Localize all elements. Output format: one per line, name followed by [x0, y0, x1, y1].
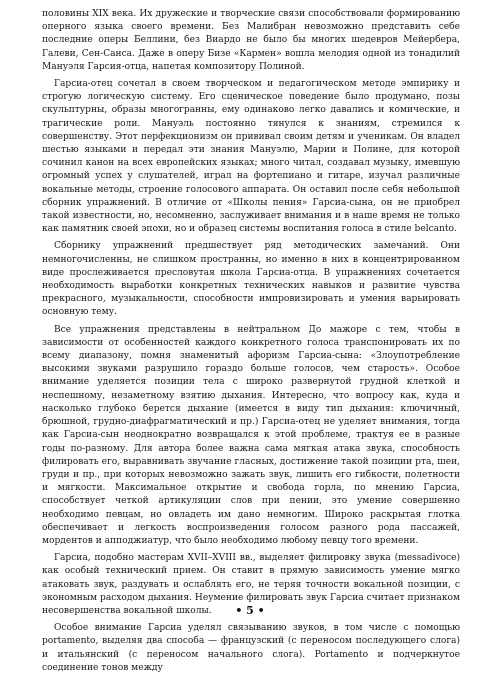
paragraph-5: Гарсиа, подобно мастерам XVII–XVIII вв., выделяет филировку звука (messadivoce) как особый технический прием. Он ставит в прямую зависимость умение мягко атаковать звук, раздувать и ослаблять его, не теряя точности вокальной позиции, с экономным расходом дыхания. Неумение филировать звук Гарсиа считает признаком несовершенства вокальной школы.	[42, 553, 460, 616]
paragraph-1: половины XIX века. Их дружеские и творческие связи способствовали формированию оперного языка своего времени. Без Малибран невозможно представить себе последние оперы Беллини, без Виардо не было бы многих шедевров Мейербера, Галеви, Сен-Санса. Даже в оперу Бизе «Кармен» вошла мелодия одной из тонадилий Мануэля Гарсия-отца, напетая композитору Полиной.	[42, 9, 460, 72]
paragraph-2: Гарсиа-отец сочетал в своем творческом и педагогическом методе эмпирику и строгую логическую систему. Его сценическое поведение было продумано, позы скульптурны, образы многогранны, ему одинаково легко давались и комические, и трагические роли. Мануэль постоянно тянулся к знаниям, стремился к совершенству. Этот перфекционизм он прививал своим детям и ученикам. Он владел шестью языками и передал эти знания Мануэлю, Марии и Полине, для которой сочинил канон на всех европейских языках; много читал, создавал музыку, имевшую огромный успех у слушателей, играл на фортепиано и гитаре, изучал различные вокальные методы, строение голосового аппарата. Он оставил после себя небольшой сборник упражнений. В отличие от «Школы пения» Гарсиа-сына, он не приобрел такой известности, но, несомненно, заслуживает внимания и в наше время не только как памятник своей эпохи, но и образец системы воспитания голоса в стиле belcanto.	[42, 79, 460, 235]
paragraph-3: Сборнику упражнений предшествует ряд методических замечаний. Они немногочисленны, не слишком пространны, но именно в них в концентрированном виде прослеживается пресловутая школа Гарсиа-отца. В упражнениях сочетается необходимость выработки конкретных технических навыков и развитие чувства прекрасного, музыкальности, способности импровизировать и умения варьировать основную тему.	[42, 241, 460, 318]
paragraph-6: Особое внимание Гарсиа уделял связыванию звуков, в том числе с помощью portamento, выделяя два способа — французский (с переносом последующего слога) и итальянский (с переносом начального слога). Portamento и подчеркнутое соединение тонов между	[42, 623, 460, 673]
page-body	[42, 8, 460, 673]
paragraph-4: Все упражнения представлены в нейтральном До мажоре с тем, чтобы в зависимости от особенностей каждого конкретного голоса транспонировать их по всему диапазону, помня знаменитый афоризм Гарсиа-сына: «Злоупотребление высокими звуками разрушило гораздо больше голосов, чем старость». Особое внимание уделяется позиции тела с широко развернутой грудной клеткой и неспешному, незаметному взятию дыхания. Интересно, что вопросу как, куда и насколько глубоко берется дыхание (имеется в виду тип дыхания: ключичный, брюшной, грудно-диафрагматический и пр.) Гарсиа-отец не уделяет внимания, тогда как Гарсиа-сын неоднократно возвращался к этой проблеме, трактуя ее в разные годы по-разному. Для автора более важна сама мягкая атака звука, способность филировать его, выравнивать звучание гласных, достижение такой позиции рта, шеи, груди и пр., при которых невозможно зажать звук, лишить его гибкости, полетности и мягкости. Максимальное открытие и свобода горла, по мнению Гарсиа, способствует четкой артикуляции слов при пении, это умение совершенно необходимо певцам, но овладеть им дано немногим. Широко раскрытая глотка обеспечивает и легкость воспроизведения голосом разного рода пассажей, мордентов и апподжиатур, что было необходимо любому певцу того времени.	[42, 324, 460, 546]
page-number: • 5 •	[235, 604, 265, 617]
